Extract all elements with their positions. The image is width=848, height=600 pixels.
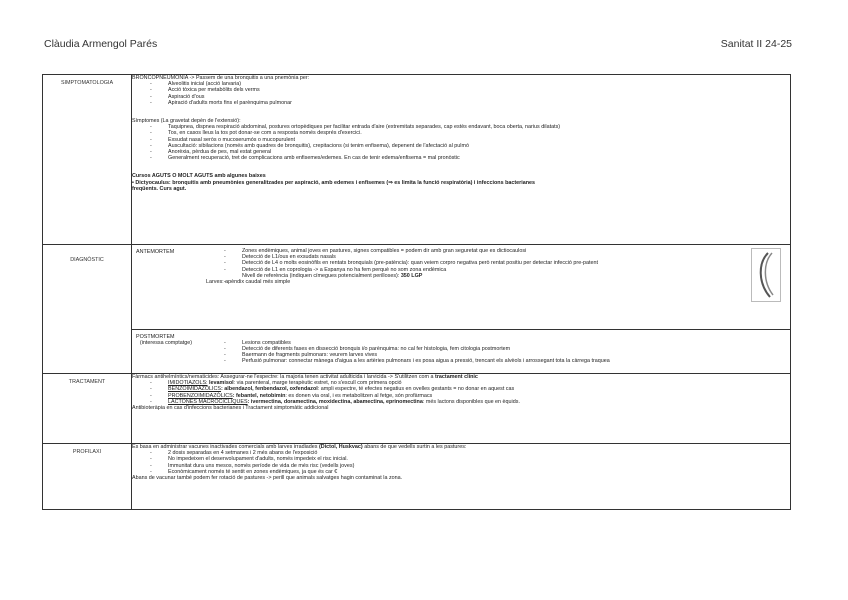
prophylaxis-content	[132, 444, 791, 510]
diagnostic-content	[132, 245, 791, 374]
list-item: - BENZOIMIDAZÒLICS: albendazol, fenbendazol, oxfendazol: ampli espectre, té efectes negatius en ovelles gestants = no donar en aquest cas	[168, 386, 790, 392]
reference-level: Nivell de referència (indiquen címegues potencialment perilloses): 350 LGP	[242, 272, 423, 279]
list-item: - PROBENZOIMIDAZÒLICS: febantel, netobimin: es donen via oral, i es metabolitzen al fetge, són profàrmacs	[168, 393, 790, 399]
row-label-treatment: TRACTAMENT	[43, 374, 132, 444]
larva-tail-sketch	[751, 248, 781, 302]
antemortem-label: ANTEMORTEM	[136, 249, 175, 255]
list-item: - Aspiració d'ous	[168, 94, 790, 100]
list-item: - Immunitat dura uns mesos, només període de vida de més risc (vedells joves)	[168, 463, 790, 469]
list-item: - Apiració d'adults morts fins el parènquima pulmonar	[168, 100, 790, 106]
postmortem-label: POSTMORTEM (interessa comptatge)	[132, 329, 206, 373]
row-label-diagnostic: DIAGNÒSTIC	[43, 245, 132, 374]
list-item: - Generalment recuperació, tret de complicacions amb enfisemes/edemes. En cas de tenir edema/enfisema = mal pronòstic	[168, 155, 790, 161]
row-prophylaxis	[43, 444, 791, 510]
list-item: - Detecció de L1 en coprologia -> a Espanya no ha fem perquè no som zona endèmica	[242, 267, 736, 273]
row-treatment	[43, 374, 791, 444]
list-item: - No impedeixen el desenvolupament d'adults, només impedeix el risc inicial.	[168, 456, 790, 462]
dictyocaulus-note: • Dictyocaulus: bronquitis amb pneumònies generalitzades per aspiració, amb edemes i enfisemes (⇒ es limita la funció respiratòria) i infeccions bacterianes freqüents. Curs agut.	[132, 179, 536, 192]
list-item: - 2 dosis separadas en 4 setmanes i 2 més abans de l'exposició	[168, 450, 790, 456]
row-label-prophylaxis: PROFILAXI	[43, 444, 132, 510]
acute-note: Cursos AGUTS O MOLT AGUTS amb algunes baixes	[132, 173, 266, 180]
list-item: - Acció tòxica per metabòlits dels verms	[168, 87, 790, 93]
course-title: Sanitat II 24-25	[720, 38, 792, 50]
list-item: - Detecció de diferents fases en dissecció bronquis i/o parènquima: no cal fer histologia, fem citologia postmortem	[242, 346, 786, 352]
author-name: Clàudia Armengol Parés	[44, 38, 158, 50]
prophylaxis-outro: Abans de vacunar també podem fer rotació de pastures -> perill que animals salvatges hagin contaminat la zona.	[132, 475, 403, 482]
list-item: - Taquipnea, dispnea respiració abdominal, postures ortopèdiques per facilitar entrada d'aire (extremitats separades, cap estès endavant, boca oberta, narius dilatats)	[168, 124, 790, 130]
row-diagnostic	[43, 245, 791, 374]
signs-title: Símptomes (La gravetat depèn de l'extensió):	[132, 118, 241, 125]
list-item: - Baermann de fragments pulmonars: veurem larves vives	[242, 352, 786, 358]
symptoms-intro: BRONCOPNEUMONÍA -> Passem de una bronquitis a una pnemònia per:	[132, 75, 310, 81]
list-item: - Zones endèmiques, animal joves en pastures, signes compatibles = podem dir amb gran seguretat que es dictiocaulosi	[242, 248, 736, 254]
list-item: - LACTONES MACROCÍCLIQUES: ivermectina, doramectina, moxidectina, abamectina, eprinomectina: més lactons disponibles que en èquids.	[168, 399, 790, 405]
row-symptoms	[43, 75, 791, 245]
postmortem-content	[206, 329, 790, 373]
notes-table	[42, 74, 791, 510]
symptoms-content	[132, 75, 791, 245]
list-item: - IMIDOTIAZOLS: levamisol: via parenteral, marge terapèutic estret, no s'escull com primera opció	[168, 380, 790, 386]
postmortem-sublabel: (interessa comptatge)	[139, 339, 193, 346]
list-item: - Detecció de L4 o molts eosinòfils en rentats bronquials (pre-patència): quan veiem corpro negativa però rentat positiu per detectar infecció pre-patent	[242, 260, 736, 266]
list-item: - Anorèxia, pèrdua de pes, mal estat general	[168, 149, 790, 155]
treatment-outro: Antibioteràpia en cas d'infeccions bacterianes i Tractament simptomàtic addicional	[132, 405, 329, 412]
list-item: - Lesions compatibles	[242, 340, 786, 346]
treatment-content	[132, 374, 791, 444]
prophylaxis-intro: Es basa en administrar vacunes inactivades comercials amb larves irradiades (Dictol, Huskvac) abans de que vedells surtin a les pastures:	[132, 444, 467, 450]
list-item: - Detecció de L1/ous en exsudats nasals	[242, 254, 736, 260]
list-item: - Auscultació: sibilacions (només amb quadres de bronquitis), crepitacions (si tenim enfisema), depenent de l'afectació al pulmó	[168, 143, 790, 149]
list-item: - Tos, en casos lleus la tos pot donar-se com a resposta només després d'exercici.	[168, 130, 790, 136]
larvae-note: Larves: apèndix caudal més simple	[206, 279, 291, 286]
list-item: - Econòmicament només té sentit en zones endèmiques, ja que és car €	[168, 469, 790, 475]
list-item: - Exsudat nasal seròs o mucoserumós o mucopurulent	[168, 137, 790, 143]
list-item: - Alveolitis inicial (acció larvaria)	[168, 81, 790, 87]
list-item: - Perfusió pulmonar: connectar mànega d'aigua a les artèries pulmonars i es posa aigua a pressió, trencant els alvèols i arrossegant tota la càrrega traquea	[242, 358, 786, 364]
antemortem-content	[206, 245, 790, 329]
row-label-symptoms: SIMPTOMATOLOGIA	[43, 75, 132, 245]
treatment-intro: Fàrmacs antihelmíntics/nematicides: Assegurar-ne l'espectre: la majoria tenen activitat adulticida i larvicida -> S'utilitzen com a tractament clínic	[132, 374, 478, 380]
